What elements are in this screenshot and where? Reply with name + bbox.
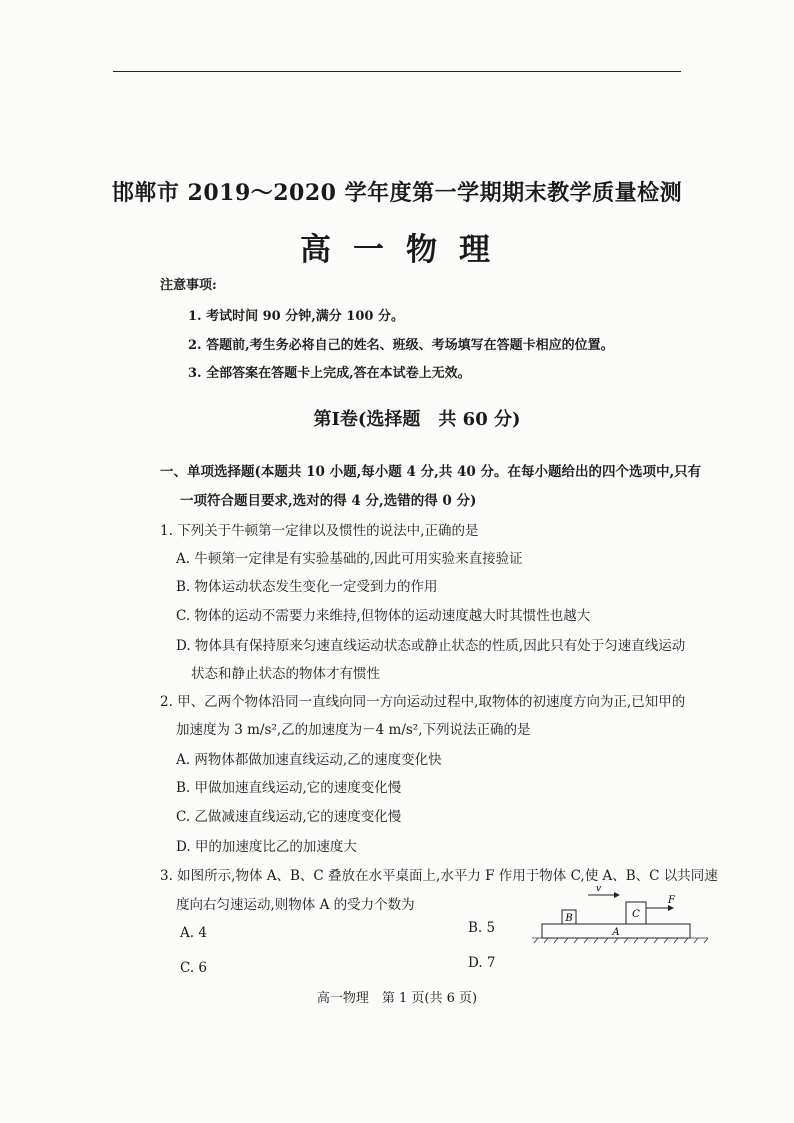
block-b-label: B — [565, 913, 573, 924]
page-footer: 高一物理 第 1 页(共 6 页) — [316, 991, 478, 1006]
q1-option-d-line2: 状态和静止状态的物体才有惯性 — [191, 666, 380, 682]
q3-option-d: D. 7 — [468, 955, 496, 971]
q1-option-d-line1: D. 物体具有保持原来匀速直线运动状态或静止状态的性质,因此只有处于匀速直线运动 — [176, 638, 686, 654]
notice-item-2: 2. 答题前,考生务必将自己的姓名、班级、考场填写在答题卡相应的位置。 — [188, 338, 614, 353]
exam-subject: 高一物理 — [300, 232, 512, 268]
exam-title: 邯郸市 2019～2020 学年度第一学期期末教学质量检测 — [111, 180, 683, 206]
q2-option-b: B. 甲做加速直线运动,它的速度变化慢 — [176, 780, 402, 796]
q1-option-b: B. 物体运动状态发生变化一定受到力的作用 — [176, 579, 438, 595]
q3-option-a: A. 4 — [180, 925, 207, 941]
part1-instruction-line1: 一、单项选择题(本题共 10 小题,每小题 4 分,共 40 分。在每小题给出的四个选项中,只有 — [160, 464, 702, 480]
force-label: F — [668, 895, 675, 906]
notice-item-1: 1. 考试时间 90 分钟,满分 100 分。 — [188, 309, 404, 324]
q3-figure — [530, 884, 710, 944]
q3-stem-line1: 3. 如图所示,物体 A、B、C 叠放在水平桌面上,水平力 F 作用于物体 C,使 A、B、C 以共同速 — [160, 868, 718, 884]
q2-stem-line1: 2. 甲、乙两个物体沿同一直线向同一方向运动过程中,取物体的初速度方向为正,已知甲的 — [160, 694, 686, 710]
q2-stem-line2: 加速度为 3 m/s²,乙的加速度为－4 m/s²,下列说法正确的是 — [176, 722, 531, 738]
q1-option-a: A. 牛顿第一定律是有实验基础的,因此可用实验来直接验证 — [176, 551, 523, 567]
top-rule — [113, 71, 681, 72]
part1-instruction-line2: 一项符合题目要求,选对的得 4 分,选错的得 0 分) — [180, 493, 477, 509]
q3-option-b: B. 5 — [468, 920, 496, 936]
q2-option-c: C. 乙做减速直线运动,它的速度变化慢 — [176, 809, 402, 825]
ground-hatching — [532, 938, 708, 943]
velocity-arrowhead — [614, 892, 620, 898]
section-title: 第Ⅰ卷(选择题 共 60 分) — [313, 409, 521, 430]
q3-option-c: C. 6 — [180, 960, 208, 976]
q2-option-a: A. 两物体都做加速直线运动,乙的速度变化快 — [176, 752, 442, 768]
q3-stem-line2: 度向右匀速运动,则物体 A 的受力个数为 — [176, 897, 415, 913]
notice-title: 注意事项: — [160, 278, 217, 293]
q1-stem: 1. 下列关于牛顿第一定律以及惯性的说法中,正确的是 — [160, 523, 479, 539]
block-c-label: C — [632, 909, 640, 920]
notice-item-3: 3. 全部答案在答题卡上完成,答在本试卷上无效。 — [188, 366, 471, 381]
block-a-label: A — [612, 927, 620, 938]
q2-option-d: D. 甲的加速度比乙的加速度大 — [176, 839, 357, 855]
velocity-label: v — [596, 884, 602, 894]
q1-option-c: C. 物体的运动不需要力来维持,但物体的运动速度越大时其惯性也越大 — [176, 608, 591, 624]
